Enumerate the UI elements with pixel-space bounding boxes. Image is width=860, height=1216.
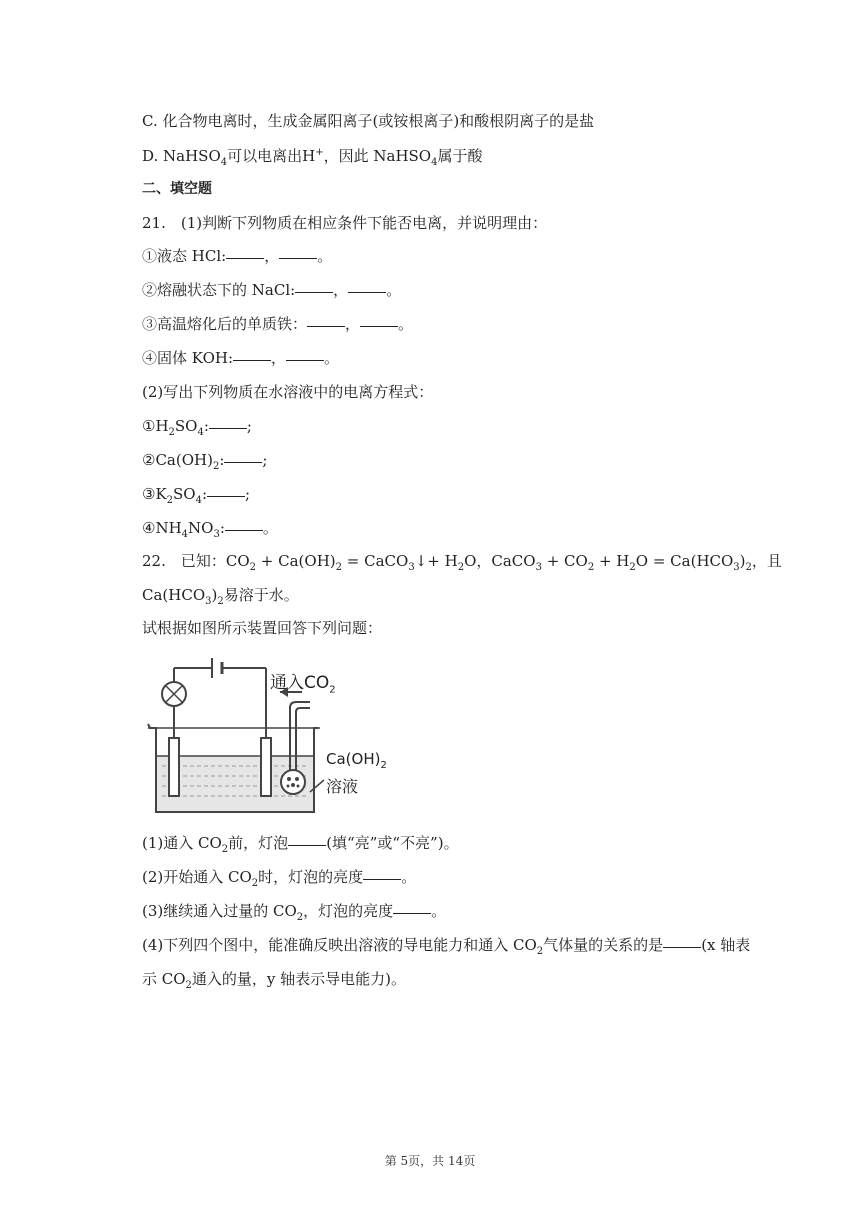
section-title: 二、填空题 [142, 181, 212, 197]
option-d-text: 属于酸 [437, 147, 483, 165]
apparatus-figure [142, 652, 387, 822]
answer-blank[interactable] [209, 427, 247, 429]
q22-sub: 3 [408, 562, 415, 573]
option-d-text: D. NaHSO [142, 147, 221, 165]
q22-text: + Ca(OH) [256, 552, 336, 570]
q21-part2: (2)写出下列物质在水溶液中的电离方程式： [142, 383, 434, 401]
q21-eq-3 [142, 483, 250, 505]
answer-blank[interactable] [348, 291, 386, 293]
q21-item-prefix: ③高温熔化后的单质铁： [142, 315, 308, 333]
eq-text: ①H [142, 417, 169, 435]
q22-text: + CO [541, 552, 588, 570]
q22-text: (2)开始通入 CO [142, 868, 252, 886]
q22-sub: 2 [335, 562, 342, 573]
answer-blank[interactable] [288, 844, 326, 846]
q22-sub: 3 [535, 562, 542, 573]
q21-item-sep: ， [345, 315, 361, 333]
q22-text: + H [594, 552, 630, 570]
q22-sub-4-cont [142, 968, 406, 990]
eq-text: SO [174, 417, 198, 435]
q22-text: 易溶于水。 [223, 586, 299, 604]
eq-text: ③K [142, 485, 167, 503]
option-d-sub: 4 [220, 157, 228, 168]
q21-item-2 [142, 279, 401, 301]
option-d-sup: + [315, 147, 324, 158]
q22-sub: 3 [205, 596, 212, 607]
q21-intro: 21. (1)判断下列物质在相应条件下能否电离，并说明理由： [142, 214, 548, 232]
q22-sub: 2 [249, 562, 257, 573]
q22-line-3: 试根据如图所示装置回答下列问题： [142, 619, 383, 637]
q21-item-prefix: ④固体 KOH: [142, 349, 234, 367]
q22-sub: 2 [221, 844, 229, 855]
answer-blank[interactable] [286, 359, 324, 361]
q22-text: O = Ca(HCO [635, 552, 734, 570]
q22-text: ，灯泡的亮度 [303, 902, 394, 920]
q22-sub: 2 [251, 878, 259, 889]
q21-item-sep: ， [264, 247, 280, 265]
eq-end: 。 [262, 519, 278, 537]
q22-text: (3)继续通入过量的 CO [142, 902, 297, 920]
eq-end: ; [246, 417, 252, 435]
q21-eq-2 [142, 449, 267, 471]
q21-item-4 [142, 347, 339, 369]
eq-text: NO [188, 519, 214, 537]
answer-blank[interactable] [226, 257, 264, 259]
electrode-left [169, 738, 179, 796]
label-text: 通入CO [270, 673, 330, 693]
q22-text: ) [739, 552, 746, 570]
q22-sub: 2 [745, 562, 752, 573]
answer-blank[interactable] [360, 325, 398, 327]
electrode-right [261, 738, 271, 796]
answer-blank[interactable] [663, 946, 701, 948]
q21-item-end: 。 [398, 315, 414, 333]
q22-text: 。 [431, 902, 447, 920]
q21-item-1 [142, 245, 332, 267]
answer-blank[interactable] [224, 461, 262, 463]
eq-sub: 2 [212, 461, 220, 472]
q22-text: ，且 [751, 552, 782, 570]
option-d-text: ，因此 NaHSO [323, 147, 432, 165]
q22-sub: 2 [587, 562, 595, 573]
eq-text: : [219, 519, 225, 537]
eq-sub: 4 [181, 529, 189, 540]
q22-sub: 2 [185, 980, 192, 991]
q22-text: 通入的量，y 轴表示导电能力)。 [191, 970, 407, 988]
eq-end: ; [262, 451, 268, 469]
label-solution [326, 750, 387, 771]
q22-line-1 [142, 550, 782, 572]
label-sub: 2 [380, 760, 387, 771]
gas-bubbler [281, 770, 305, 794]
answer-blank[interactable] [207, 495, 245, 497]
q22-text: O，CaCO [464, 552, 536, 570]
eq-sub: 3 [213, 529, 220, 540]
q21-eq-1 [142, 415, 252, 437]
q22-sub-2 [142, 866, 416, 888]
answer-blank[interactable] [363, 878, 401, 880]
eq-text: SO [173, 485, 196, 503]
q22-sub: 3 [733, 562, 740, 573]
label-text: Ca(OH) [326, 750, 381, 768]
q21-item-prefix: ①液态 HCl: [142, 247, 227, 265]
q21-item-end: 。 [317, 247, 333, 265]
eq-text: ④NH [142, 519, 182, 537]
q22-text: = CaCO [342, 552, 409, 570]
option-d-sub: 4 [431, 157, 438, 168]
q22-sub: 2 [629, 562, 636, 573]
eq-sub: 4 [197, 427, 204, 438]
q22-sub: 2 [536, 946, 544, 957]
page-footer: 第 5页，共 14页 [384, 1154, 476, 1168]
option-d-text: 可以电离出H [227, 147, 316, 165]
eq-text: ②Ca(OH) [142, 451, 213, 469]
answer-blank[interactable] [279, 257, 317, 259]
q22-text: 示 CO [142, 970, 186, 988]
option-d [142, 145, 483, 167]
eq-sub: 2 [166, 495, 174, 506]
q21-item-prefix: ②熔融状态下的 NaCl: [142, 281, 296, 299]
q22-text: ↓+ H [414, 552, 458, 570]
q22-text: 22. 已知：CO [142, 552, 250, 570]
answer-blank[interactable] [295, 291, 333, 293]
q22-text: 时，灯泡的亮度 [258, 868, 364, 886]
q22-text: (4)下列四个图中，能准确反映出溶液的导电能力和通入 CO [142, 936, 537, 954]
label-solution-2: 溶液 [326, 777, 359, 796]
q22-text: ) [211, 586, 218, 604]
q22-sub-1 [142, 832, 459, 854]
eq-text: : [201, 485, 208, 503]
q22-text: Ca(HCO [142, 586, 206, 604]
q21-item-end: 。 [386, 281, 402, 299]
option-c: C. 化合物电离时，生成金属阳离子(或铵根离子)和酸根阴离子的是盐 [142, 112, 595, 130]
q21-item-sep: ， [333, 281, 349, 299]
q22-sub-4 [142, 934, 750, 956]
answer-blank[interactable] [393, 912, 431, 914]
label-co2-in [270, 668, 336, 696]
answer-blank[interactable] [225, 529, 263, 531]
q22-sub-3 [142, 900, 446, 922]
eq-sub: 4 [195, 495, 202, 506]
q22-sub: 2 [457, 562, 465, 573]
label-sub: 2 [329, 684, 336, 696]
q22-sub: 2 [296, 912, 304, 923]
eq-end: ; [245, 485, 251, 503]
answer-blank[interactable] [307, 325, 345, 327]
q22-text: 。 [401, 868, 417, 886]
q21-item-3 [142, 313, 413, 335]
answer-blank[interactable] [233, 359, 271, 361]
q22-text: (x 轴表 [701, 936, 751, 954]
eq-text: : [203, 417, 209, 435]
q22-text: 气体量的关系的是 [543, 936, 664, 954]
q22-text: 前，灯泡 [228, 834, 289, 852]
eq-text: : [219, 451, 225, 469]
q21-item-sep: ， [271, 349, 287, 367]
q22-text: (1)通入 CO [142, 834, 222, 852]
q22-text: (填“亮”或“不亮”)。 [326, 834, 459, 852]
q22-line-2 [142, 584, 299, 606]
eq-sub: 2 [168, 427, 175, 438]
q21-eq-4 [142, 517, 278, 539]
q22-sub: 2 [217, 596, 224, 607]
q21-item-end: 。 [324, 349, 340, 367]
